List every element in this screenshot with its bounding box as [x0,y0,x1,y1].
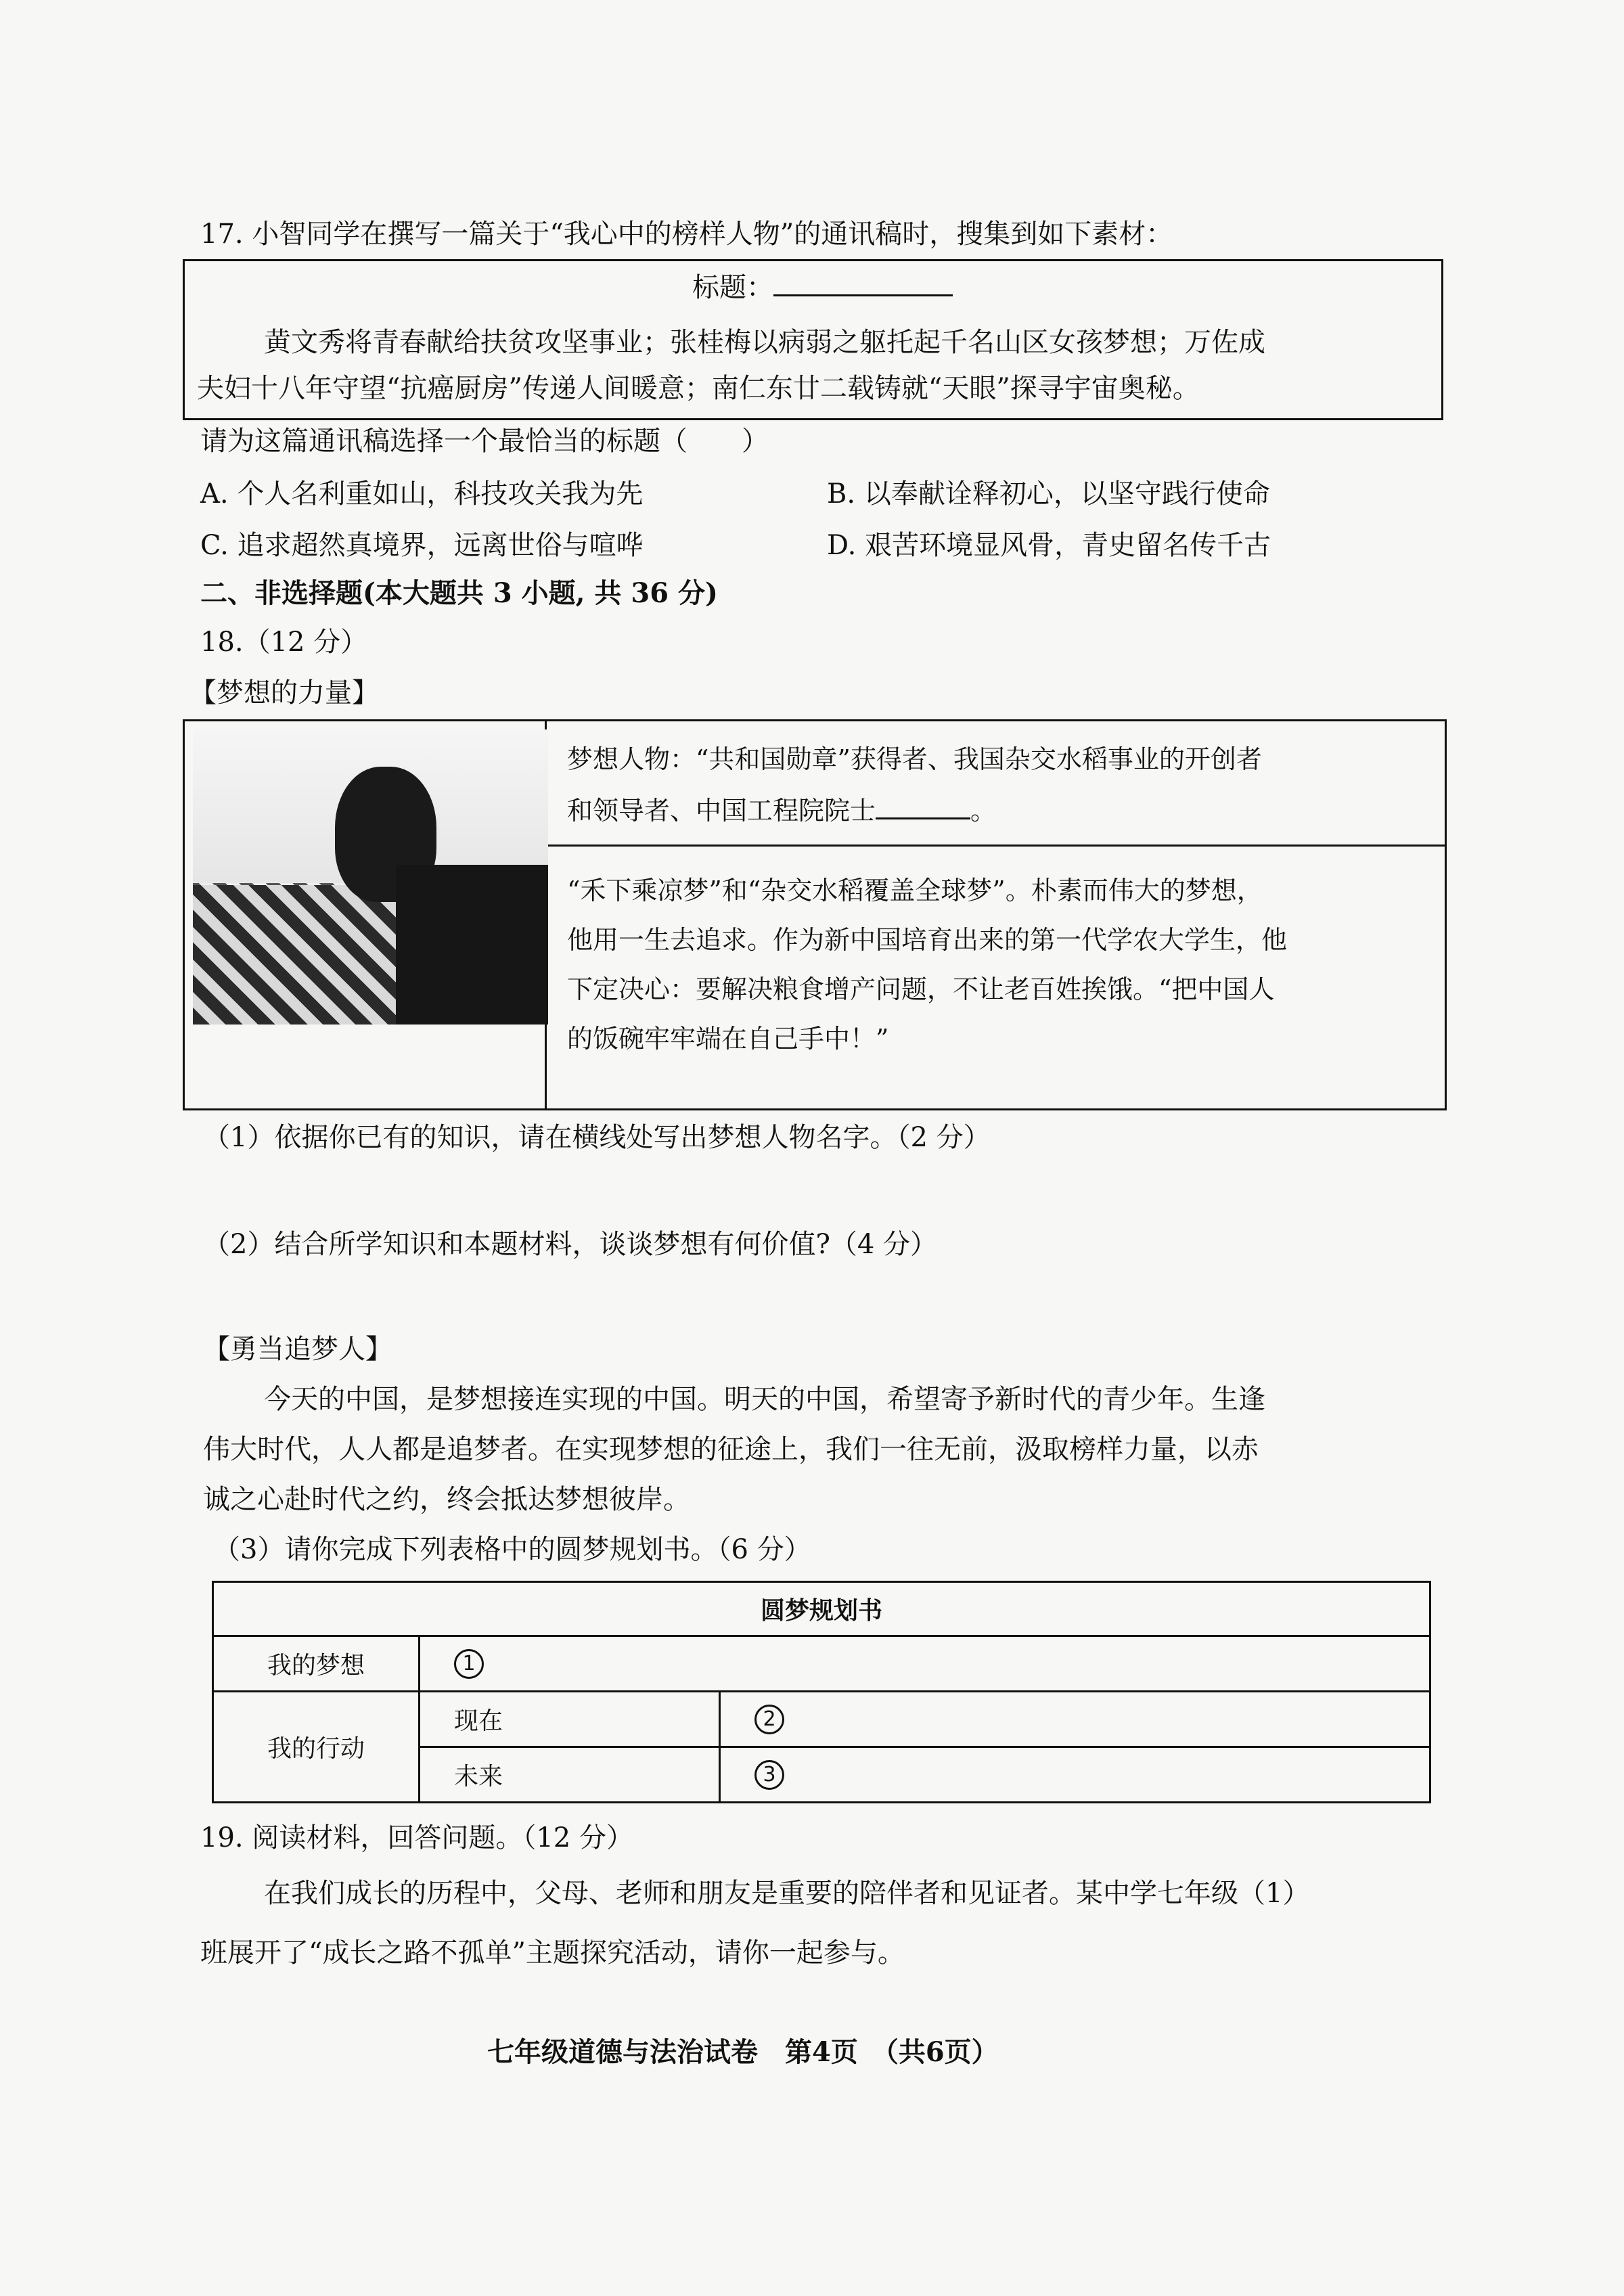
q18-part2-heading: 【勇当追梦人】 [203,1334,392,1365]
now-answer-cell[interactable] [720,1692,1430,1747]
q19-para-2: 班展开了“成长之路不孤单”主题探究活动，请你一起参与。 [200,1937,905,1968]
q17-box-text-1: 黄文秀将青春献给扶贫攻坚事业；张桂梅以病弱之躯托起千名山区女孩梦想；万佐成 [264,327,1265,358]
q17-option-b: B. 以奉献诠释初心，以坚守践行使命 [827,478,1270,510]
portrait-photo [193,729,548,1025]
q18-info-line-1: 梦想人物：“共和国勋章”获得者、我国杂交水稻事业的开创者 [567,744,1262,774]
circle-mark-3: 3 [754,1760,784,1790]
q18-quote-2: 他用一生去追求。作为新中国培育出来的第一代学农大学生，他 [567,925,1288,955]
q18-info-line-2-end: 。 [970,796,997,826]
q18-para-1: 今天的中国，是梦想接连实现的中国。明天的中国，希望寄予新时代的青少年。生逢 [264,1384,1265,1415]
horizontal-divider [547,845,1447,847]
q18-material-box [183,719,1447,1110]
q17-material-box [183,259,1443,420]
q17-title-blank [773,294,953,296]
my-dream-label: 我的梦想 [213,1636,420,1692]
my-dream-answer-cell[interactable] [420,1636,1430,1692]
q17-stem: 17. 小智同学在撰写一篇关于“我心中的榜样人物”的通讯稿时，搜集到如下素材： [200,219,1173,250]
q17-option-c: C. 追求超然真境界，远离世俗与喧哗 [200,530,644,561]
section-2-heading: 二、非选择题(本大题共 3 小题, 共 36 分) [200,577,718,609]
q17-option-d: D. 艰苦环境显风骨，青史留名传千古 [827,530,1271,561]
future-label: 未来 [420,1747,720,1803]
q18-sub-1: （1）依据你已有的知识，请在横线处写出梦想人物名字。（2 分） [203,1122,991,1153]
now-label: 现在 [420,1692,720,1747]
q18-sub-3: （3）请你完成下列表格中的圆梦规划书。（6 分） [213,1534,811,1565]
dream-plan-table [212,1581,1431,1803]
q17-question: 请为这篇通讯稿选择一个最恰当的标题（ ） [200,426,769,457]
q18-info-line-2 [567,792,996,830]
q18-number: 18.（12 分） [200,627,368,658]
q17-box-text-2: 夫妇十八年守望“抗癌厨房”传递人间暖意；南仁东廿二载铸就“天眼”探寻宇宙奥秘。 [197,373,1200,404]
q18-para-3: 诚之心赴时代之约，终会抵达梦想彼岸。 [203,1484,690,1515]
page-footer: 七年级道德与法治试卷 第4页 （共6页） [487,2036,999,2068]
q17-title-row [692,269,953,307]
q18-quote-1: “禾下乘凉梦”和“杂交水稻覆盖全球梦”。朴素而伟大的梦想， [567,876,1263,905]
q19-stem: 19. 阅读材料，回答问题。（12 分） [200,1822,633,1853]
q18-info-line-2-text: 和领导者、中国工程院院士 [567,796,876,826]
future-answer-cell[interactable] [720,1747,1430,1803]
q18-quote-4: 的饭碗牢牢端在自己手中！” [567,1024,889,1054]
q17-title-label: 标题： [692,272,773,303]
q18-para-2: 伟大时代，人人都是追梦者。在实现梦想的征途上，我们一往无前，汲取榜样力量，以赤 [203,1434,1259,1465]
circle-mark-1: 1 [454,1649,484,1679]
photo-shadow [396,865,548,1025]
circle-mark-2: 2 [754,1705,784,1734]
q18-sub-2: （2）结合所学知识和本题材料，谈谈梦想有何价值?（4 分） [203,1229,938,1260]
my-action-label: 我的行动 [213,1692,420,1803]
q18-name-blank [876,817,970,819]
q18-quote-3: 下定决心：要解决粮食增产问题，不让老百姓挨饿。“把中国人 [567,974,1275,1004]
q17-option-a: A. 个人名利重如山，科技攻关我为先 [200,478,644,510]
q18-part1-heading: 【梦想的力量】 [189,677,379,708]
q19-para-1: 在我们成长的历程中，父母、老师和朋友是重要的陪伴者和见证者。某中学七年级（1） [264,1878,1310,1909]
dream-plan-title: 圆梦规划书 [213,1582,1430,1636]
